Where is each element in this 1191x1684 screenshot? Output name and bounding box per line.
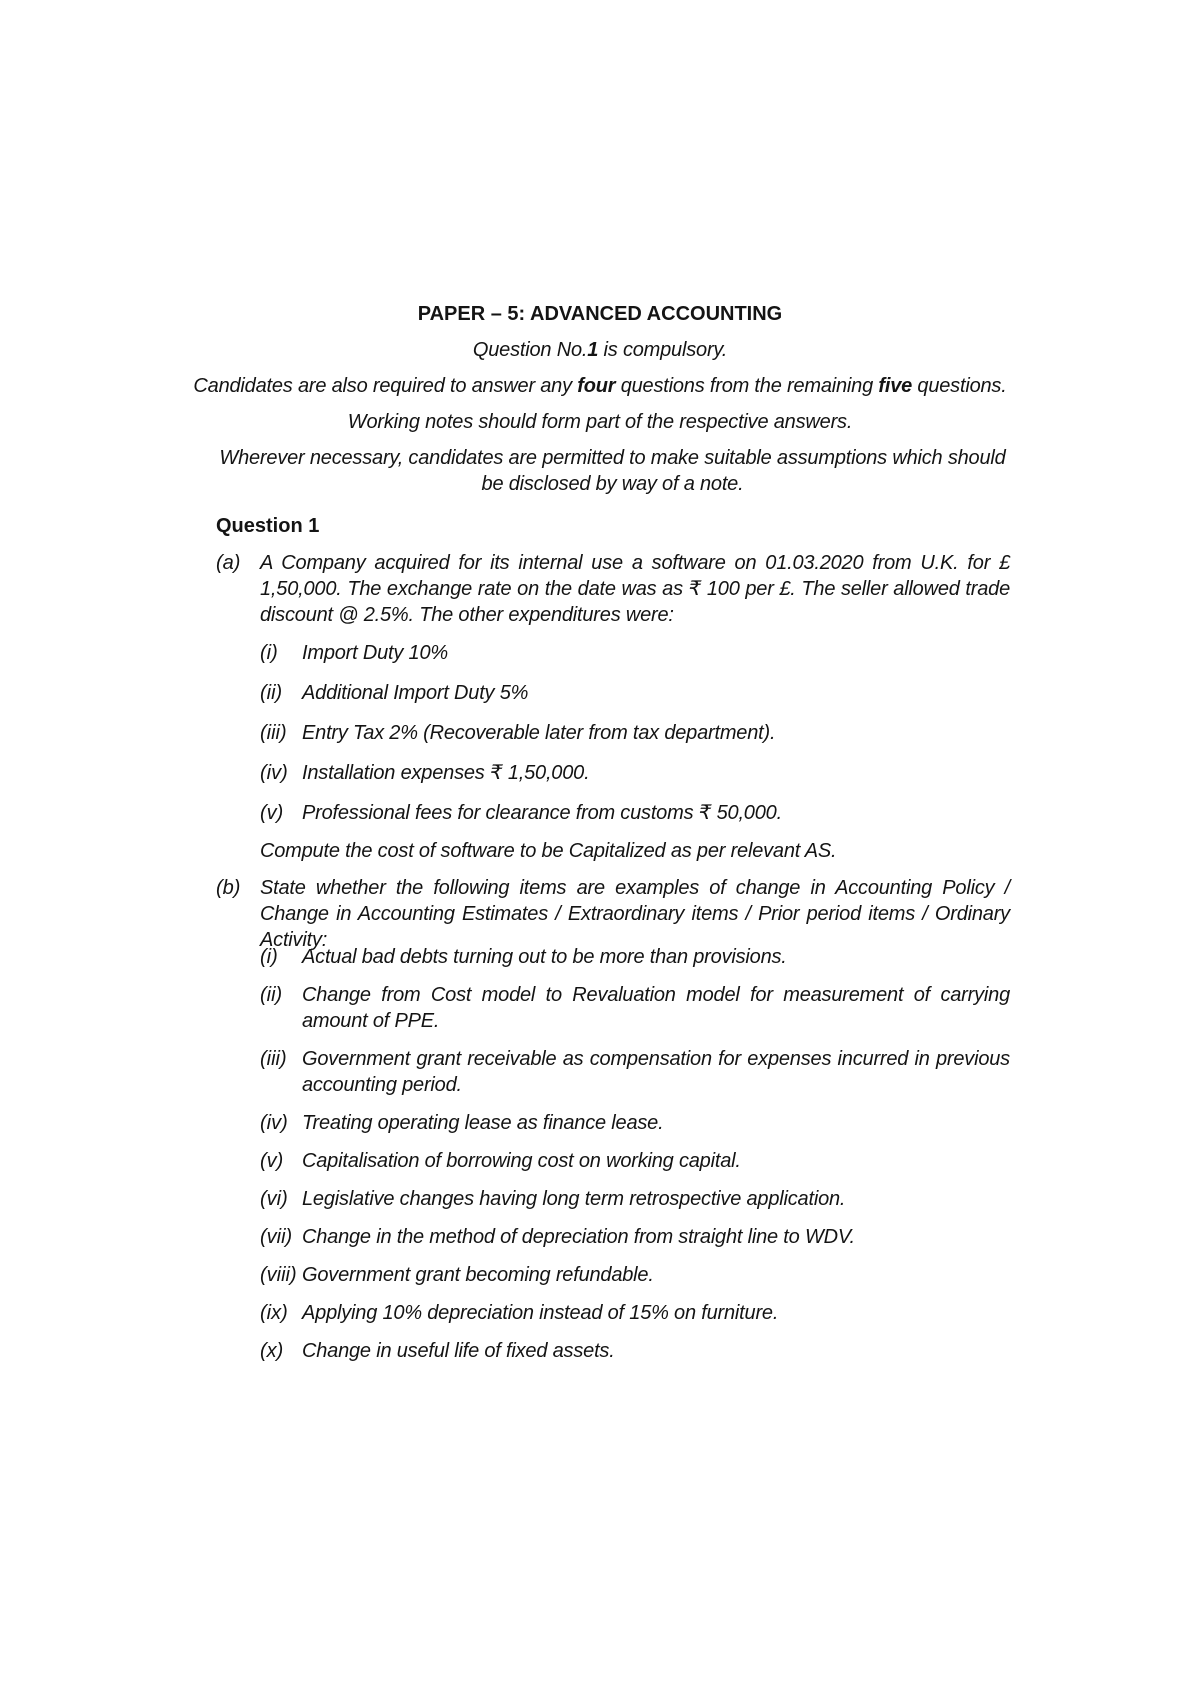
part-b-item-label: (iii) bbox=[260, 1048, 287, 1070]
instruction-answer-c: questions from the remaining bbox=[615, 375, 879, 397]
part-b-item-label: (viii) bbox=[260, 1264, 297, 1286]
part-a-item-text: Professional fees for clearance from customs ₹ 50,000. bbox=[302, 802, 782, 824]
part-b-item-text: Applying 10% depreciation instead of 15% on furniture. bbox=[302, 1302, 779, 1324]
part-a-item-label: (ii) bbox=[260, 682, 283, 704]
part-b-item-label: (iv) bbox=[260, 1112, 288, 1134]
part-a-item-label: (iv) bbox=[260, 762, 288, 784]
part-a-text: A Company acquired for its internal use a software on 01.03.2020 from U.K. for £ 1,50,000. The exchange rate on the date was as ₹ 100 per £. The seller allowed trade discount @ 2.5%. The other expenditures were: bbox=[260, 552, 1010, 626]
part-b-item-label: (v) bbox=[260, 1150, 284, 1172]
paper-title: PAPER – 5: ADVANCED ACCOUNTING bbox=[417, 303, 783, 325]
part-b-item-label: (vi) bbox=[260, 1188, 288, 1210]
part-b-item-text: Government grant receivable as compensation for expenses incurred in previous accounting period. bbox=[302, 1048, 1010, 1096]
part-b-item-label: (x) bbox=[260, 1340, 284, 1362]
part-b-item-text: Change in useful life of fixed assets. bbox=[302, 1340, 615, 1362]
part-b-item-label: (i) bbox=[260, 946, 278, 968]
part-b-item-text: Actual bad debts turning out to be more than provisions. bbox=[302, 946, 787, 968]
instruction-compulsory bbox=[200, 337, 1000, 363]
part-b-item-text: Legislative changes having long term retrospective application. bbox=[302, 1188, 846, 1210]
question-heading: Question 1 bbox=[216, 515, 320, 537]
instruction-compulsory-number: 1 bbox=[587, 339, 599, 361]
part-b-text: State whether the following items are examples of change in Accounting Policy / Change in Accounting Estimates / Extraordinary items / Prior period items / Ordinary Activity: bbox=[260, 877, 1010, 951]
part-a-item-text: Additional Import Duty 5% bbox=[302, 682, 529, 704]
instruction-answer-e: questions. bbox=[912, 375, 1007, 397]
part-a-item-text: Import Duty 10% bbox=[302, 642, 448, 664]
part-b-item-label: (vii) bbox=[260, 1226, 293, 1248]
part-a-item-label: (v) bbox=[260, 802, 284, 824]
part-b-item-text: Capitalisation of borrowing cost on working capital. bbox=[302, 1150, 741, 1172]
instruction-answer-five: five bbox=[878, 375, 913, 397]
part-a-item-label: (i) bbox=[260, 642, 278, 664]
part-a-label: (a) bbox=[216, 552, 241, 574]
instruction-assumptions: Wherever necessary, candidates are permitted to make suitable assumptions which should be disclosed by way of a note. bbox=[219, 447, 1006, 495]
instruction-compulsory-post: is compulsory. bbox=[598, 339, 728, 361]
part-b-item-label: (ix) bbox=[260, 1302, 288, 1324]
part-b-item-text: Treating operating lease as finance lease. bbox=[302, 1112, 664, 1134]
part-a-item-text: Entry Tax 2% (Recoverable later from tax department). bbox=[302, 722, 776, 744]
part-b-item-text: Change in the method of depreciation from straight line to WDV. bbox=[302, 1226, 855, 1248]
part-a-item-text: Installation expenses ₹ 1,50,000. bbox=[302, 762, 590, 784]
part-a-item-label: (iii) bbox=[260, 722, 287, 744]
part-b-item-label: (ii) bbox=[260, 984, 283, 1006]
part-b-item-text: Change from Cost model to Revaluation model for measurement of carrying amount of PPE. bbox=[302, 984, 1010, 1032]
part-a-closing: Compute the cost of software to be Capitalized as per relevant AS. bbox=[260, 840, 837, 862]
part-b-label: (b) bbox=[216, 877, 241, 899]
instruction-working-notes: Working notes should form part of the respective answers. bbox=[347, 411, 853, 433]
part-b-item-text: Government grant becoming refundable. bbox=[302, 1264, 654, 1286]
instruction-answer-four: four bbox=[577, 375, 616, 397]
instruction-answer-a: Candidates are also required to answer any bbox=[193, 375, 578, 397]
instruction-answer-any bbox=[180, 373, 1020, 399]
instruction-compulsory-pre: Question No. bbox=[472, 339, 588, 361]
